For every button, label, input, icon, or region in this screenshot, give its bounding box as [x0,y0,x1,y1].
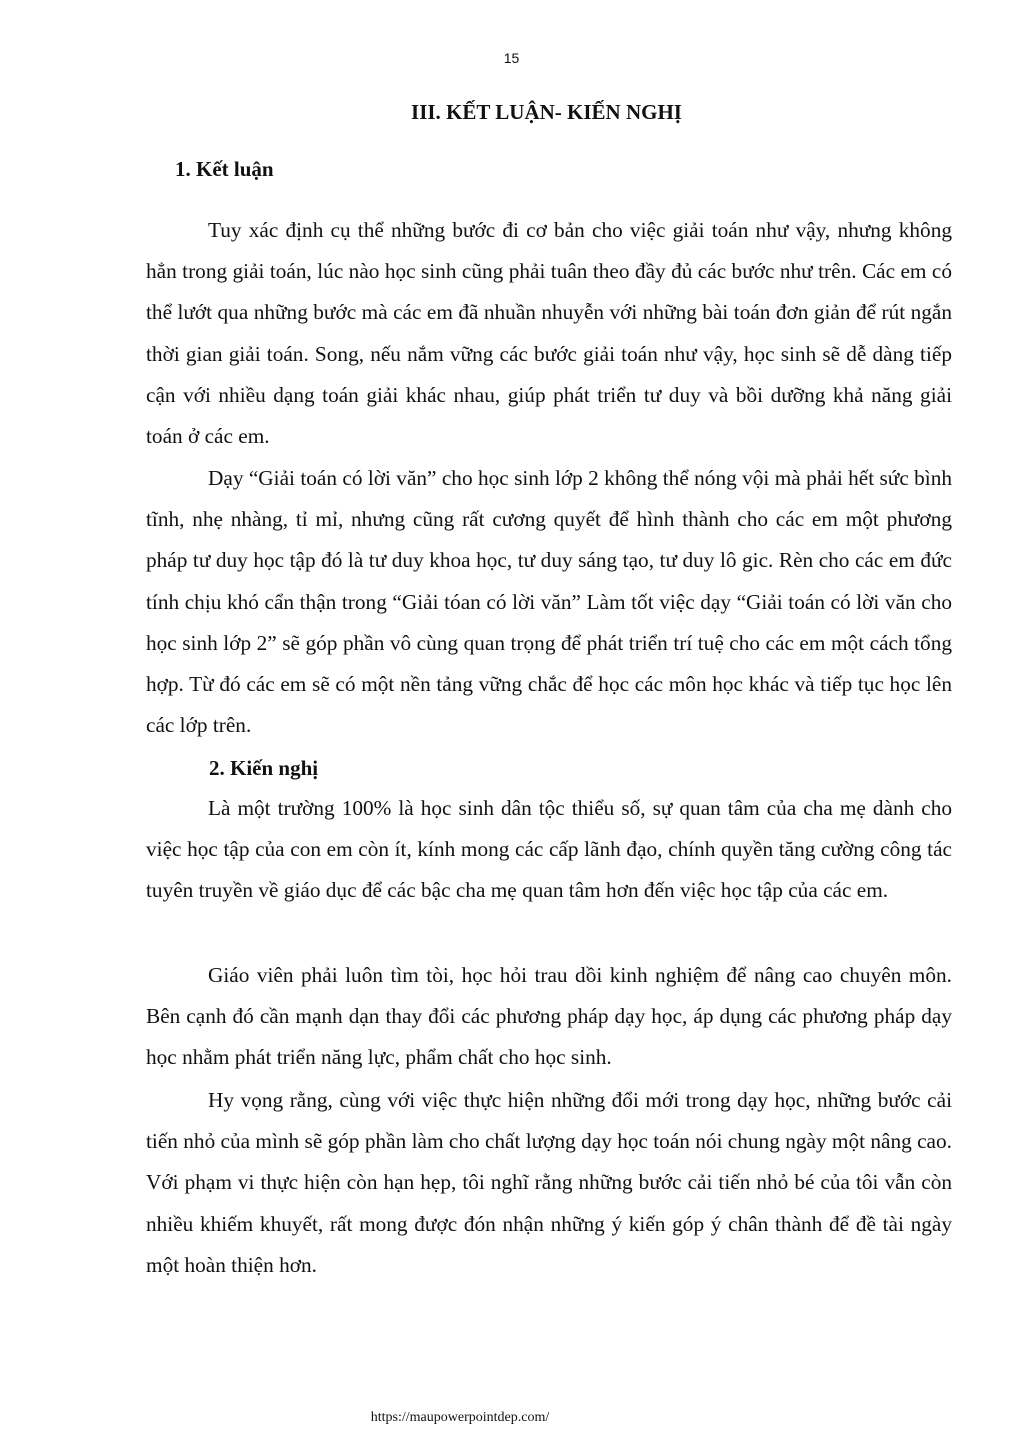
recommendation-paragraph-1: Là một trường 100% là học sinh dân tộc thiểu số, sự quan tâm của cha mẹ dành cho việc học tập của con em còn ít, kính mong các cấp lãnh đạo, chính quyền tăng cường công tác tuyên truyền về giáo dục để các bậc cha mẹ quan tâm hơn đến việc học tập của các em. [146,796,952,903]
recommendation-paragraph-2: Giáo viên phải luôn tìm tòi, học hỏi trau dồi kinh nghiệm để nâng cao chuyên môn. Bên cạnh đó cần mạnh dạn thay đổi các phương pháp dạy học, áp dụng các phương pháp dạy học nhằm phát triển năng lực, phẩm chất cho học sinh. [146,963,952,1070]
conclusion-paragraph-2: Dạy “Giải toán có lời văn” cho học sinh lớp 2 không thể nóng vội mà phải hết sức bình tĩnh, nhẹ nhàng, tỉ mỉ, nhưng cũng rất cương quyết để hình thành cho các em một phương pháp tư duy học tập đó là tư duy khoa học, tư duy sáng tạo, tư duy lô gic. Rèn cho các em đức tính chịu khó cẩn thận trong “Giải tóan có lời văn” Làm tốt việc dạy “Giải toán có lời văn cho học sinh lớp 2” sẽ góp phần vô cùng quan trọng để phát triển trí tuệ cho các em một cách tổng hợp. Từ đó các em sẽ có một nền tảng vững chắc để học các môn học khác và tiếp tục học lên các lớp trên. [146,466,952,738]
footer-url: https://maupowerpointdep.com/ [370,1410,550,1425]
page-number: 15 [503,50,520,66]
section-title: III. KẾT LUẬN- KIẾN NGHỊ [411,100,682,124]
conclusion-paragraph-1: Tuy xác định cụ thể những bước đi cơ bản cho việc giải toán như vậy, nhưng không hẳn trong giải toán, lúc nào học sinh cũng phải tuân theo đầy đủ các bước như trên. Các em có thể lướt qua những bước mà các em đã nhuần nhuyễn với những bài toán đơn giản để rút ngắn thời gian giải toán. Song, nếu nắm vững các bước giải toán như vậy, học sinh sẽ dễ dàng tiếp cận với nhiều dạng toán giải khác nhau, giúp phát triển tư duy và bồi dưỡng khả năng giải toán ở các em. [146,218,952,449]
recommendation-paragraph-3: Hy vọng rằng, cùng với việc thực hiện những đổi mới trong dạy học, những bước cải tiến nhỏ của mình sẽ góp phần làm cho chất lượng dạy học toán nói chung ngày một nâng cao. Với phạm vi thực hiện còn hạn hẹp, tôi nghĩ rằng những bước cải tiến nhỏ bé của tôi vẫn còn nhiều khiếm khuyết, rất mong được đón nhận những ý kiến góp ý chân thành để đề tài ngày một hoàn thiện hơn. [146,1088,952,1277]
recommendation-heading: 2. Kiến nghị [209,756,319,780]
conclusion-heading: 1. Kết luận [175,157,274,181]
